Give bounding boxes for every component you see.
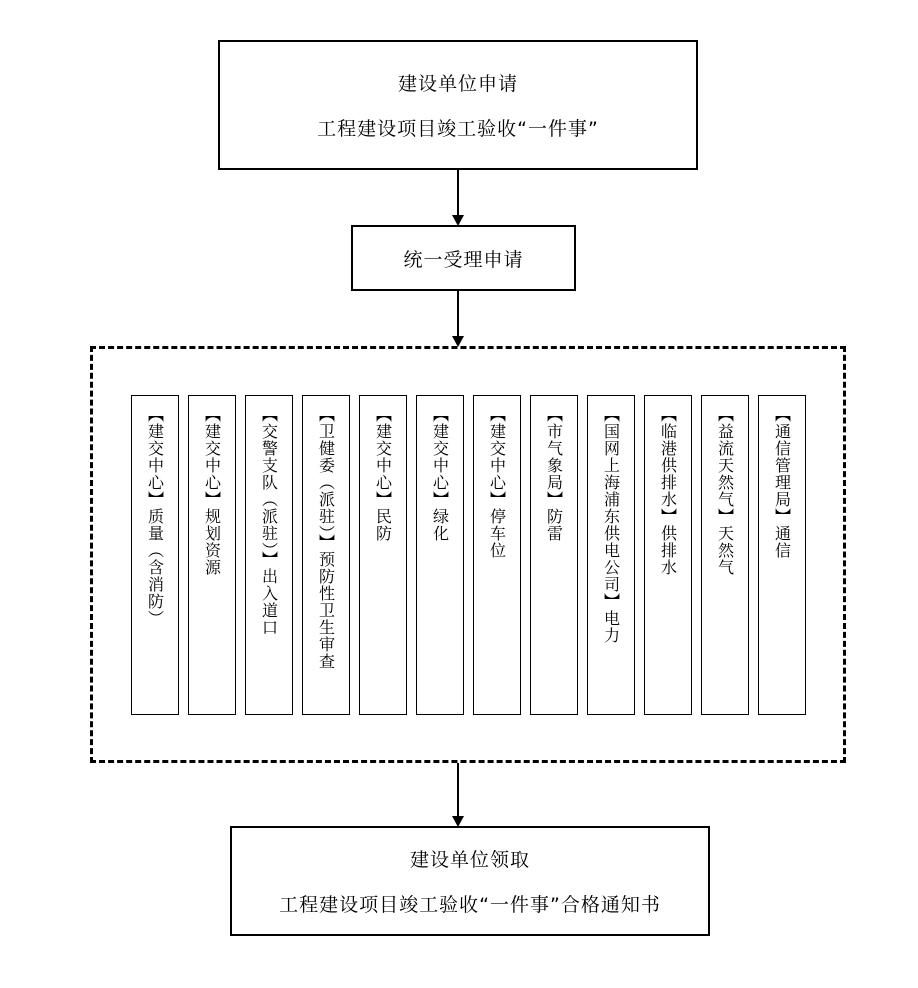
department-box bbox=[644, 395, 692, 715]
department-label: 【建交中心】民防 bbox=[373, 405, 393, 542]
application-box-line-2: 工程建设项目竣工验收“一件事” bbox=[317, 118, 599, 140]
department-box bbox=[188, 395, 236, 715]
department-label: 【国网上海浦东供电公司】电力 bbox=[601, 405, 621, 644]
department-box bbox=[758, 395, 806, 715]
certificate-box-line-2: 工程建设项目竣工验收“一件事”合格通知书 bbox=[279, 894, 661, 916]
department-label: 【益流天然气】天然气 bbox=[715, 405, 735, 576]
unified-acceptance-box bbox=[351, 225, 576, 291]
department-label: 【交警支队（派驻）】出入道口 bbox=[259, 405, 279, 636]
certificate-box-line-1: 建设单位领取 bbox=[409, 849, 530, 871]
department-box bbox=[245, 395, 293, 715]
department-label: 【市气象局】防雷 bbox=[544, 405, 564, 542]
certificate-box bbox=[230, 826, 710, 936]
department-label: 【卫健委（派驻）】预防性卫生审查 bbox=[316, 405, 336, 670]
department-box bbox=[587, 395, 635, 715]
department-box bbox=[302, 395, 350, 715]
department-label: 【建交中心】停车位 bbox=[487, 405, 507, 559]
department-columns bbox=[93, 349, 843, 760]
arrow-down-icon-1 bbox=[457, 170, 459, 216]
unified-acceptance-label: 统一受理申请 bbox=[403, 248, 524, 271]
department-label: 【建交中心】质量（含消防） bbox=[145, 405, 165, 627]
application-box bbox=[218, 40, 698, 170]
department-group bbox=[90, 346, 846, 763]
department-box bbox=[359, 395, 407, 715]
department-box bbox=[473, 395, 521, 715]
department-box bbox=[701, 395, 749, 715]
department-label: 【通信管理局】通信 bbox=[772, 405, 792, 559]
arrow-down-icon-3 bbox=[457, 763, 459, 817]
department-label: 【建交中心】规划资源 bbox=[202, 405, 222, 576]
department-box bbox=[530, 395, 578, 715]
department-box bbox=[416, 395, 464, 715]
application-box-line-1: 建设单位申请 bbox=[397, 73, 518, 95]
department-box bbox=[131, 395, 179, 715]
department-label: 【建交中心】绿化 bbox=[430, 405, 450, 542]
department-label: 【临港供排水】供排水 bbox=[658, 405, 678, 576]
arrow-down-icon-2 bbox=[457, 291, 459, 337]
